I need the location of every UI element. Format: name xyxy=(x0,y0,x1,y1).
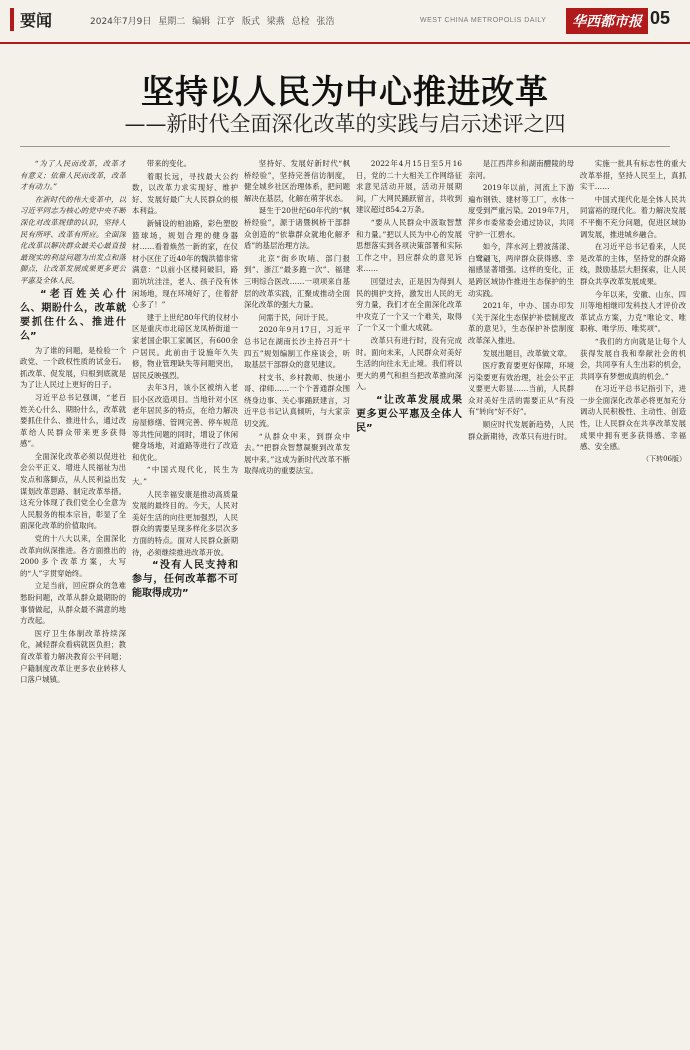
subheading-1: “老百姓关心什么、期盼什么，改革就要抓住什么、推进什么” xyxy=(20,288,126,342)
issue-meta xyxy=(90,14,334,27)
paragraph: 医疗卫生体制改革持续深化，减轻群众看病就医负担；教育改革着力解决教育公平问题；户籍制度改革让更多农业转移人口落户城镇。 xyxy=(20,628,126,685)
lead-quote: “为了人民而改革，改革才有意义；依靠人民而改革，改革才有动力。” xyxy=(20,159,126,192)
continued-note: （下转06版） xyxy=(642,454,686,463)
paragraph: 人民幸福安康是推动高质量发展的最终目的。今天，人民对美好生活的向往更加强烈，人民群众的需要呈现多样化多层次多方面的特点。面对人民群众新期待，必须继续推进改革开放。 xyxy=(132,489,238,557)
article-headline: 坚持以人民为中心推进改革 xyxy=(141,72,549,111)
paragraph: 建于上世纪80年代的仪材小区是重庆市北碚区龙凤桥街道一家老国企职工家属区，有600余户居民。此前由于设施年久失修，物业管理缺失等问题突出，居民反映强烈。 xyxy=(132,312,238,380)
paragraph: “我们的方向就是让每个人获得发展自我和奉献社会的机会，共同享有人生出彩的机会，共同享有梦想成真的机会。” xyxy=(580,336,686,381)
column-1 xyxy=(20,158,126,1038)
paragraph: 党的十八大以来，全面深化改革向纵深推进。各方面推出的2000多个改革方案，大写的“人”字贯穿始终。 xyxy=(20,534,126,578)
paragraph: 立足当前，回应群众的急难愁盼问题，改革从群众最期盼的事情做起，从群众最不满意的地方改起。 xyxy=(20,581,126,626)
paragraph: 着眼长远，寻找最大公约数，以改革力求实现好、维护好、发展好最广大人民群众的根本利益。 xyxy=(132,171,238,216)
editor-credit: 编辑 江亨 xyxy=(192,17,235,27)
page-header xyxy=(0,0,690,44)
paragraph: 习近平总书记强调，“老百姓关心什么、期盼什么，改革就要抓住什么、推进什么，通过改革给人民群众带来更多获得感”。 xyxy=(20,392,126,449)
paragraph: 发展出题目，改革做文章。 xyxy=(482,348,572,358)
paragraph: 2019年以前，河流上下游遍布钢铁、建材等工厂，水体一度受到严重污染。2019年7月，萍乡市委常委会通过协议，共同守护一江碧水。 xyxy=(468,183,574,239)
column-4 xyxy=(356,158,462,1038)
paragraph: 中国式现代化是全体人民共同富裕的现代化。着力解决发展不平衡不充分问题，促进区域协调发展，推进城乡融合。 xyxy=(580,194,686,239)
column-2 xyxy=(132,158,238,1038)
paragraph: 2021年，中办、国办印发《关于深化生态保护补偿制度改革的意见》，生态保护补偿制度改革深入推进。 xyxy=(468,301,574,345)
paragraph: 实施一批具有标志性的重大改革举措，坚持人民至上，真抓实干…… xyxy=(580,159,686,192)
column-5 xyxy=(468,158,574,1038)
paragraph: 在习近平总书记指引下，进一步全面深化改革必将更加充分调动人民积极性、主动性、创造性，让人民群众在共享改革发展成果中拥有更多获得感、幸福感、安全感。 xyxy=(580,384,686,452)
paragraph: 回望过去，正是因为得到人民的拥护支持，激发出人民的无穷力量，我们才在全面深化改革中攻克了一个又一个难关，取得了一个又一个重大成就。 xyxy=(356,276,462,333)
issue-date: 2024年7月9日 星期二 xyxy=(90,17,186,27)
column-3 xyxy=(244,158,350,1038)
paragraph: “要从人民群众中汲取智慧和力量。”把以人民为中心的发展思想落实到各项决策部署和实际工作之中，回应群众的意见诉求…… xyxy=(356,217,462,274)
subheading-2: “没有人民支持和参与，任何改革都不可能取得成功” xyxy=(132,560,238,600)
proof-credit: 总检 张浩 xyxy=(291,17,335,27)
lead-paragraph: 在新时代的伟大变革中，以习近平同志为核心的党中央不断深化对改革规律的认识，坚持人民有所呼、改革有所应。全面深化改革以解决群众最关心最直接最现实的利益问题为出发点和落脚点，让改革发展成果更多更公平惠及全体人民。 xyxy=(20,194,126,285)
paragraph: 2022年4月15日至5月16日，党的二十大相关工作网络征求意见活动开展，活动开展期间，广大网民踊跃留言，共收到建议超过854.2万条。 xyxy=(356,159,462,215)
paragraph: 2020年9月17日，习近平总书记在湖南长沙主持召开“十四五”规划编制工作座谈会，听取基层干部群众的意见建议。 xyxy=(244,325,350,370)
paragraph: 全面深化改革必须以促进社会公平正义、增进人民福祉为出发点和落脚点，从人民利益出发谋划改革思路、制定改革举措。这充分体现了我们党全心全意为人民服务的根本宗旨，彰显了全面深化改革的价值取向。 xyxy=(20,451,126,531)
newspaper-logo: 华西都市报 xyxy=(566,8,648,34)
paragraph: 带来的变化。 xyxy=(146,159,192,168)
title-divider xyxy=(20,146,670,147)
page-number: 05 xyxy=(650,8,671,28)
paragraph: 去年3月，该小区被纳入老旧小区改造项目。当地针对小区老年居民多的特点，在给力解决房屋修缮、管网完善、停车规范等共性问题的同时，增设了休闲健身场地，对道路等进行了改造和优化。 xyxy=(132,383,238,462)
paragraph: 今年以来，安徽、山东、四川等地相继印发科技人才评价改革试点方案，力克“唯论文、唯职称、唯学历、唯奖项”。 xyxy=(580,289,686,334)
paragraph: 北京“街乡吹哨、部门报到”、浙江“最多跑一次”、福建三明综合医改……一项项来自基层的改革实践，汇聚成推动全面深化改革的强大力量。 xyxy=(244,253,350,310)
paragraph: 顺应时代发展新趋势，人民群众新期待，改革只有进行时。 xyxy=(468,420,574,441)
article-subtitle: ——新时代全面深化改革的实践与启示述评之四 xyxy=(124,112,566,136)
designer-credit: 版式 梁燕 xyxy=(241,17,285,27)
paragraph: 如今，萍水河上碧波荡漾、白鹭翩飞，两岸群众获得感、幸福感显著增强。这样的变化，正是跨区域协作推进生态保护的生动实践。 xyxy=(468,242,574,298)
section-title: 要闻 xyxy=(10,8,52,31)
newspaper-english-name: WEST CHINA METROPOLIS DAILY xyxy=(420,17,547,24)
paragraph: “从群众中来，到群众中去。”“把群众智慧凝聚到改革发展中来。”这成为新时代改革不断取得成功的重要法宝。 xyxy=(244,431,350,476)
paragraph: 为了谁的问题，是检验一个政党、一个政权性质的试金石。抓改革、促发展，归根到底就是为了让人民过上更好的日子。 xyxy=(20,345,126,390)
paragraph: “中国式现代化，民生为大。” xyxy=(132,465,238,487)
subheading-3: “让改革发展成果更多更公平惠及全体人民” xyxy=(356,394,462,434)
paragraph: 在习近平总书记看来，人民是改革的主体，坚持党的群众路线，鼓励基层大胆探索，让人民群众共享改革发展成果。 xyxy=(580,242,686,286)
paragraph: 新铺设的柏油路，彩色塑胶篮球场，规划合理的健身器材……看着焕然一新的家，在仪材小区住了近40年的魏洪德非常满意：“以前小区楼间破旧，路面坑坑洼洼，老人、孩子没有休闲场地，现在环境好了，住着舒心多了！” xyxy=(132,218,238,310)
paragraph: 问需于民，问计于民。 xyxy=(258,312,333,322)
paragraph: 改革只有进行时，没有完成时。面向未来，人民群众对美好生活的向往永无止境。我们将以更大的勇气和担当把改革推向深入。 xyxy=(356,335,462,392)
paragraph: 是江西萍乡和湖南醴陵的母亲河。 xyxy=(468,159,574,180)
paragraph: 诞生于20世纪60年代的“枫桥经验”，源于诸暨枫桥干部群众创造的“依靠群众就地化解矛盾”的基层治理方法。 xyxy=(244,206,350,251)
paragraph: 医疗教育要更好保障，环境污染要更有效治理，社会公平正义要更大彰显……当前，人民群众对美好生活的需要正从“有没有”转向“好不好”。 xyxy=(468,361,574,417)
column-6 xyxy=(580,158,686,1038)
paragraph: 村支书、乡村教师、快递小哥、律师……一个个普通群众围绕身边事、关心事踊跃建言，习近平总书记认真倾听，与大家亲切交流。 xyxy=(244,372,350,429)
paragraph: 坚持好、发展好新时代“枫桥经验”，坚持完善信访制度，健全城乡社区治理体系，把问题解决在基层，化解在萌芽状态。 xyxy=(244,159,350,203)
